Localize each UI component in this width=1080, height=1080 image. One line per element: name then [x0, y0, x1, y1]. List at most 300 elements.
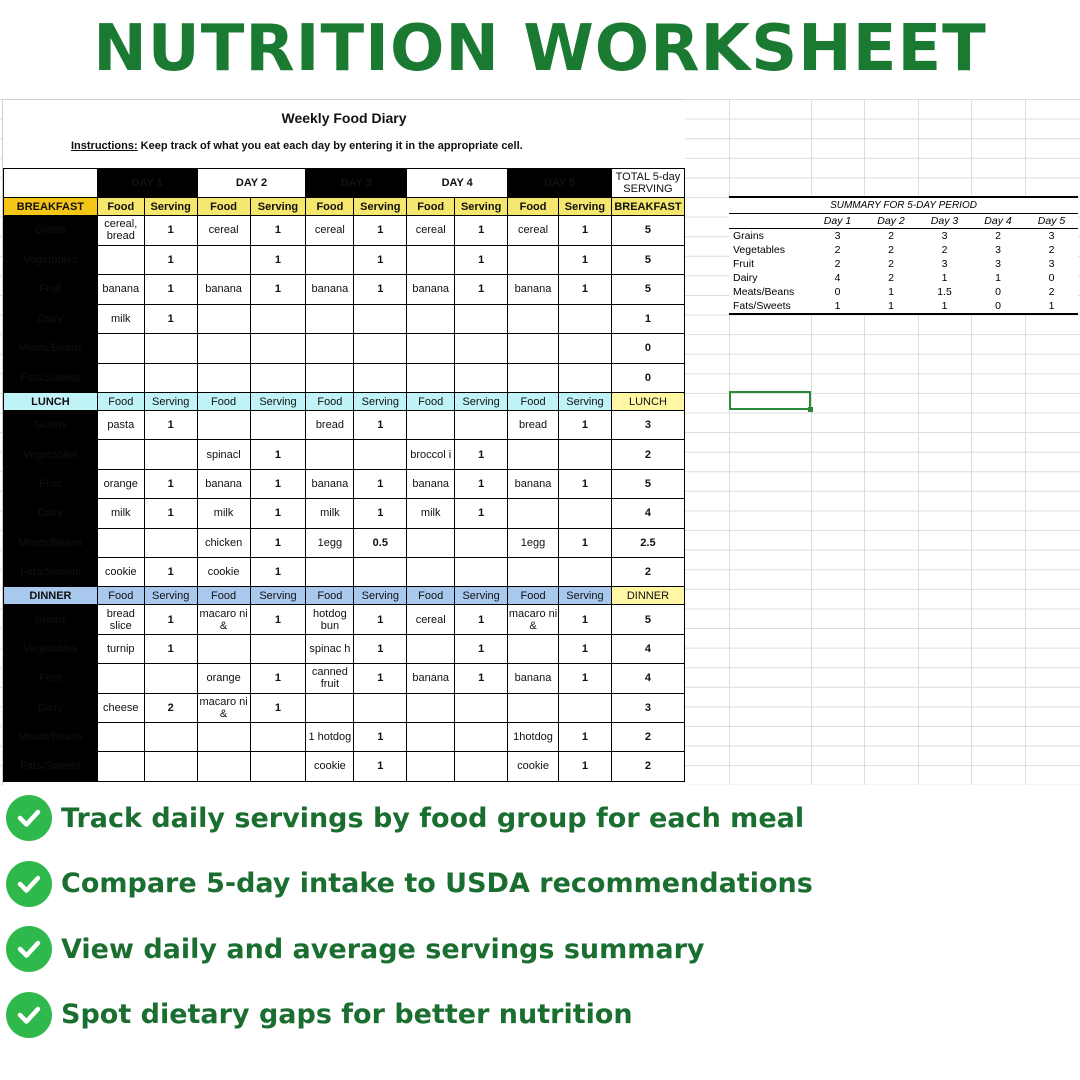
serving-cell[interactable]: 1 [559, 216, 612, 246]
food-cell[interactable] [197, 634, 250, 663]
serving-cell[interactable]: 1 [250, 499, 306, 528]
food-col-header: Food [197, 393, 250, 411]
food-diary [2, 99, 685, 785]
food-cell[interactable] [97, 752, 144, 781]
food-col-header: Food [508, 393, 559, 411]
serving-cell[interactable]: 1 [144, 245, 197, 275]
feature-text: Spot dietary gaps for better nutrition [61, 999, 633, 1030]
food-cell[interactable]: cereal [508, 216, 559, 246]
serving-col-header: Serving [455, 393, 508, 411]
food-cell[interactable]: 1egg [306, 528, 354, 557]
summary-value: 0 [834, 286, 841, 298]
category-label: Grains [4, 411, 98, 440]
summary-value: 0 [971, 299, 1025, 314]
section-total-label: LUNCH [611, 393, 684, 411]
feature-text: Compare 5-day intake to USDA recommendations [61, 868, 813, 899]
diary-grid [3, 168, 685, 782]
food-col-header: Food [407, 393, 455, 411]
feature-text: Track daily servings by food group for each meal [61, 802, 805, 834]
section-total-label: DINNER [611, 587, 684, 605]
corner-cell [4, 169, 98, 198]
food-cell[interactable] [306, 693, 354, 722]
summary-value: 4 [834, 272, 841, 284]
serving-cell[interactable]: 1 [144, 411, 197, 440]
serving-col-header: Serving [250, 393, 306, 411]
food-cell[interactable] [97, 334, 144, 364]
serving-cell[interactable] [455, 693, 508, 722]
food-cell[interactable]: milk [407, 499, 455, 528]
food-cell[interactable]: macaro ni & [197, 605, 250, 634]
total-cell: 2 [611, 440, 684, 469]
food-cell[interactable]: bread [508, 411, 559, 440]
food-cell[interactable]: broccol i [407, 440, 455, 469]
serving-cell[interactable] [144, 722, 197, 751]
serving-cell[interactable] [144, 664, 197, 693]
serving-cell[interactable] [559, 304, 612, 334]
serving-cell[interactable] [144, 440, 197, 469]
serving-cell[interactable] [559, 693, 612, 722]
serving-cell[interactable]: 1 [455, 469, 508, 498]
feature-item [6, 861, 813, 907]
food-cell[interactable] [97, 664, 144, 693]
food-cell[interactable]: banana [508, 469, 559, 498]
total-cell: 2 [611, 722, 684, 751]
serving-cell[interactable]: 1 [354, 605, 407, 634]
serving-cell[interactable]: 1 [455, 216, 508, 246]
food-col-header: Food [508, 198, 559, 216]
food-cell[interactable] [197, 752, 250, 781]
serving-cell[interactable] [354, 363, 407, 393]
food-cell[interactable] [508, 693, 559, 722]
category-label: Meats/Beans [4, 334, 98, 364]
food-cell[interactable] [407, 722, 455, 751]
summary-table [729, 214, 1078, 315]
food-cell[interactable]: banana [407, 275, 455, 305]
summary-value: 2 [1048, 286, 1055, 298]
food-cell[interactable] [508, 363, 559, 393]
summary-value: 1 [995, 272, 1001, 284]
food-cell[interactable] [306, 363, 354, 393]
food-col-header: Food [407, 587, 455, 605]
category-label: Fruit [4, 664, 98, 693]
section-label: LUNCH [4, 393, 98, 411]
check-icon [6, 926, 52, 972]
day-header: DAY 3 [306, 169, 407, 198]
food-cell[interactable]: macaro ni & [508, 605, 559, 634]
serving-cell[interactable]: 1 [354, 275, 407, 305]
food-cell[interactable]: cereal [197, 216, 250, 246]
summary-value: 2 [888, 230, 894, 242]
serving-cell[interactable]: 0.5 [354, 528, 407, 557]
food-cell[interactable]: banana [407, 469, 455, 498]
summary-value: 3 [941, 258, 948, 270]
food-cell[interactable]: cereal, bread [97, 216, 144, 246]
category-label: Fats/Sweets [4, 752, 98, 781]
serving-cell[interactable]: 1 [354, 216, 407, 246]
serving-cell[interactable] [559, 363, 612, 393]
food-cell[interactable]: canned fruit [306, 664, 354, 693]
instructions-text: Keep track of what you eat each day by entering it in the appropriate cell. [137, 140, 523, 152]
summary-value: 1 [864, 299, 918, 314]
food-cell[interactable] [508, 304, 559, 334]
food-cell[interactable] [508, 334, 559, 364]
selected-cell[interactable] [729, 391, 811, 410]
food-cell[interactable]: banana [508, 275, 559, 305]
food-cell[interactable]: cereal [407, 216, 455, 246]
food-cell[interactable]: bread [306, 411, 354, 440]
serving-cell[interactable]: 1 [559, 245, 612, 275]
summary-value: 1 [918, 299, 971, 314]
category-label: Dairy [4, 304, 98, 334]
summary-header [729, 214, 811, 229]
diary-title: Weekly Food Diary [281, 110, 407, 126]
category-label: Grains [4, 605, 98, 634]
serving-cell[interactable] [250, 411, 306, 440]
serving-cell[interactable]: 1 [559, 664, 612, 693]
food-cell[interactable] [407, 528, 455, 557]
food-cell[interactable] [97, 440, 144, 469]
category-label: Vegetables [4, 440, 98, 469]
serving-cell[interactable]: 1 [559, 469, 612, 498]
summary-value: 1 [1025, 299, 1078, 314]
food-cell[interactable] [197, 334, 250, 364]
serving-cell[interactable] [354, 557, 407, 586]
food-cell[interactable]: bread slice [97, 605, 144, 634]
serving-cell[interactable] [455, 334, 508, 364]
food-cell[interactable]: banana [306, 275, 354, 305]
serving-cell[interactable]: 1 [354, 469, 407, 498]
food-cell[interactable] [407, 245, 455, 275]
serving-cell[interactable]: 1 [354, 722, 407, 751]
serving-cell[interactable]: 1 [455, 245, 508, 275]
total-cell: 5 [611, 605, 684, 634]
serving-col-header: Serving [455, 587, 508, 605]
food-cell[interactable]: 1egg [508, 528, 559, 557]
serving-cell[interactable] [354, 440, 407, 469]
food-cell[interactable]: banana [97, 275, 144, 305]
serving-cell[interactable]: 1 [144, 605, 197, 634]
serving-cell[interactable]: 1 [250, 216, 306, 246]
food-col-header: Food [97, 393, 144, 411]
serving-col-header: Serving [250, 198, 306, 216]
serving-col-header: Serving [144, 393, 197, 411]
check-icon [6, 992, 52, 1038]
food-cell[interactable]: cereal [306, 216, 354, 246]
food-cell[interactable]: chicken [197, 528, 250, 557]
food-cell[interactable] [407, 752, 455, 781]
food-col-header: Food [306, 198, 354, 216]
food-cell[interactable]: cookie [97, 557, 144, 586]
serving-cell[interactable]: 1 [144, 557, 197, 586]
serving-cell[interactable]: 1 [250, 245, 306, 275]
food-cell[interactable] [407, 411, 455, 440]
serving-cell[interactable] [250, 334, 306, 364]
food-cell[interactable]: hotdog bun [306, 605, 354, 634]
food-cell[interactable] [306, 440, 354, 469]
food-cell[interactable] [306, 557, 354, 586]
food-cell[interactable] [97, 363, 144, 393]
food-cell[interactable]: 1hotdog [508, 722, 559, 751]
summary-value: 2 [995, 230, 1001, 242]
food-cell[interactable] [407, 334, 455, 364]
total-cell: 5 [611, 275, 684, 305]
summary-row-label: Meats/Beans [733, 286, 795, 298]
food-cell[interactable] [197, 245, 250, 275]
serving-cell[interactable]: 1 [455, 664, 508, 693]
serving-col-header: Serving [354, 587, 407, 605]
serving-cell[interactable]: 1 [559, 722, 612, 751]
serving-col-header: Serving [559, 198, 612, 216]
category-label: Grains [4, 216, 98, 246]
category-label: Fruit [4, 469, 98, 498]
check-icon [6, 861, 52, 907]
food-cell[interactable]: orange [97, 469, 144, 498]
serving-cell[interactable] [559, 499, 612, 528]
food-col-header: Food [407, 198, 455, 216]
serving-cell[interactable] [559, 440, 612, 469]
serving-cell[interactable] [250, 722, 306, 751]
food-cell[interactable]: spinacl [197, 440, 250, 469]
food-cell[interactable] [407, 634, 455, 663]
serving-cell[interactable] [455, 411, 508, 440]
serving-cell[interactable] [455, 722, 508, 751]
serving-cell[interactable]: 1 [250, 557, 306, 586]
food-cell[interactable] [306, 334, 354, 364]
food-col-header: Food [197, 198, 250, 216]
serving-cell[interactable] [455, 557, 508, 586]
food-cell[interactable] [197, 722, 250, 751]
section-label: BREAKFAST [4, 198, 98, 216]
serving-cell[interactable]: 1 [354, 499, 407, 528]
food-cell[interactable] [97, 245, 144, 275]
serving-cell[interactable]: 1 [354, 634, 407, 663]
food-cell[interactable] [407, 693, 455, 722]
food-col-header: Food [306, 393, 354, 411]
food-cell[interactable]: milk [197, 499, 250, 528]
serving-cell[interactable]: 1 [455, 634, 508, 663]
food-cell[interactable]: banana [306, 469, 354, 498]
serving-cell[interactable]: 1 [250, 664, 306, 693]
serving-col-header: Serving [354, 393, 407, 411]
serving-cell[interactable]: 1 [354, 752, 407, 781]
food-cell[interactable]: banana [407, 664, 455, 693]
section-label: DINNER [4, 587, 98, 605]
serving-cell[interactable] [455, 363, 508, 393]
serving-cell[interactable]: 1 [250, 275, 306, 305]
serving-cell[interactable] [144, 528, 197, 557]
summary-value: 0 [1048, 272, 1055, 284]
serving-col-header: Serving [559, 393, 612, 411]
serving-cell[interactable] [250, 634, 306, 663]
serving-cell[interactable] [455, 304, 508, 334]
serving-cell[interactable]: 1 [455, 499, 508, 528]
serving-cell[interactable] [455, 528, 508, 557]
total-cell: 1 [611, 304, 684, 334]
serving-cell[interactable] [144, 752, 197, 781]
summary-row-label: Vegetables [733, 244, 785, 256]
serving-cell[interactable] [354, 334, 407, 364]
serving-cell[interactable] [250, 304, 306, 334]
food-cell[interactable]: macaro ni & [197, 693, 250, 722]
feature-item [6, 926, 813, 972]
summary-value: 2 [834, 258, 841, 270]
category-label: Vegetables [4, 634, 98, 663]
page-title: NUTRITION WORKSHEET [93, 12, 987, 86]
food-cell[interactable]: cookie [197, 557, 250, 586]
total-cell: 3 [611, 411, 684, 440]
food-cell[interactable]: cereal [407, 605, 455, 634]
food-col-header: Food [508, 587, 559, 605]
serving-cell[interactable]: 1 [354, 245, 407, 275]
serving-cell[interactable]: 1 [250, 693, 306, 722]
food-cell[interactable]: turnip [97, 634, 144, 663]
serving-cell[interactable]: 1 [354, 664, 407, 693]
check-icon [6, 795, 52, 841]
serving-cell[interactable] [559, 334, 612, 364]
feature-text: View daily and average servings summary [61, 933, 705, 965]
food-cell[interactable]: banana [197, 469, 250, 498]
total-cell: 4 [611, 634, 684, 663]
food-cell[interactable]: cheese [97, 693, 144, 722]
serving-cell[interactable] [250, 752, 306, 781]
serving-cell[interactable]: 1 [559, 605, 612, 634]
food-col-header: Food [97, 198, 144, 216]
day-header: DAY 4 [407, 169, 508, 198]
food-cell[interactable]: milk [306, 499, 354, 528]
summary-value: 1 [941, 272, 948, 284]
serving-cell[interactable]: 1 [144, 275, 197, 305]
food-cell[interactable]: pasta [97, 411, 144, 440]
serving-col-header: Serving [250, 587, 306, 605]
serving-cell[interactable]: 1 [455, 605, 508, 634]
food-cell[interactable] [407, 557, 455, 586]
summary-row-label: Fruit [733, 258, 754, 270]
food-cell[interactable] [407, 363, 455, 393]
summary-header: Day 3 [918, 214, 971, 229]
spreadsheet-area [0, 99, 1080, 785]
serving-cell[interactable]: 1 [144, 499, 197, 528]
summary-value: 2 [888, 258, 894, 270]
total-cell: 5 [611, 245, 684, 275]
category-label: Fats/Sweets [4, 363, 98, 393]
summary-panel [729, 196, 1078, 315]
food-cell[interactable] [508, 499, 559, 528]
food-cell[interactable]: orange [197, 664, 250, 693]
serving-cell[interactable]: 1 [559, 411, 612, 440]
serving-cell[interactable]: 1 [144, 304, 197, 334]
summary-header: Day 4 [971, 214, 1025, 229]
category-label: Fruit [4, 275, 98, 305]
food-col-header: Food [197, 587, 250, 605]
food-cell[interactable] [197, 304, 250, 334]
serving-cell[interactable]: 1 [354, 411, 407, 440]
summary-value: 3 [995, 244, 1001, 256]
food-cell[interactable]: spinac h [306, 634, 354, 663]
summary-value: 1 [888, 286, 894, 298]
serving-cell[interactable] [455, 752, 508, 781]
food-col-header: Food [97, 587, 144, 605]
food-cell[interactable]: banana [508, 664, 559, 693]
summary-value: 2 [888, 244, 894, 256]
food-cell[interactable]: 1 hotdog [306, 722, 354, 751]
serving-cell[interactable]: 1 [250, 528, 306, 557]
serving-cell[interactable]: 1 [144, 469, 197, 498]
serving-cell[interactable] [144, 363, 197, 393]
serving-cell[interactable]: 1 [250, 605, 306, 634]
serving-cell[interactable]: 1 [250, 440, 306, 469]
food-cell[interactable] [306, 304, 354, 334]
serving-col-header: Serving [354, 198, 407, 216]
category-label: Meats/Beans [4, 722, 98, 751]
instructions [71, 140, 523, 152]
total-cell: 4 [611, 499, 684, 528]
food-cell[interactable] [197, 363, 250, 393]
serving-cell[interactable]: 1 [559, 275, 612, 305]
day-header: DAY 2 [197, 169, 306, 198]
serving-col-header: Serving [455, 198, 508, 216]
food-cell[interactable] [97, 722, 144, 751]
food-cell[interactable] [508, 557, 559, 586]
food-cell[interactable] [407, 304, 455, 334]
total-header: TOTAL 5-day SERVING [611, 169, 684, 198]
serving-cell[interactable]: 1 [559, 528, 612, 557]
food-cell[interactable]: milk [97, 304, 144, 334]
summary-header: Day 1 [811, 214, 864, 229]
serving-cell[interactable] [354, 304, 407, 334]
food-cell[interactable] [306, 245, 354, 275]
serving-cell[interactable]: 1 [455, 275, 508, 305]
total-cell: 2 [611, 752, 684, 781]
food-cell[interactable]: milk [97, 499, 144, 528]
serving-cell[interactable] [559, 557, 612, 586]
summary-row-label: Grains [733, 230, 764, 242]
food-cell[interactable] [97, 528, 144, 557]
feature-list [6, 795, 813, 1057]
serving-cell[interactable]: 1 [144, 634, 197, 663]
summary-value: 0 [995, 286, 1001, 298]
category-label: Meats/Beans [4, 528, 98, 557]
food-cell[interactable]: banana [197, 275, 250, 305]
food-cell[interactable] [508, 440, 559, 469]
serving-cell[interactable] [250, 363, 306, 393]
summary-title: SUMMARY FOR 5-DAY PERIOD [729, 196, 1078, 214]
total-cell: 2 [611, 557, 684, 586]
food-cell[interactable]: cookie [508, 752, 559, 781]
category-label: Vegetables [4, 245, 98, 275]
summary-header: Day 5 [1025, 214, 1078, 229]
total-cell: 5 [611, 469, 684, 498]
serving-col-header: Serving [144, 198, 197, 216]
serving-cell[interactable]: 1 [250, 469, 306, 498]
serving-cell[interactable] [354, 693, 407, 722]
summary-value: 3 [941, 230, 948, 242]
serving-cell[interactable]: 2 [144, 693, 197, 722]
summary-value: 3 [995, 258, 1001, 270]
serving-cell[interactable] [144, 334, 197, 364]
serving-cell[interactable]: 1 [559, 634, 612, 663]
serving-col-header: Serving [144, 587, 197, 605]
summary-header: Day 2 [864, 214, 918, 229]
summary-value: 2 [888, 272, 894, 284]
food-cell[interactable] [508, 634, 559, 663]
category-label: Fats/Sweets [4, 557, 98, 586]
food-cell[interactable] [508, 245, 559, 275]
serving-cell[interactable]: 1 [455, 440, 508, 469]
food-cell[interactable] [197, 411, 250, 440]
serving-cell[interactable]: 1 [144, 216, 197, 246]
food-cell[interactable]: cookie [306, 752, 354, 781]
serving-cell[interactable]: 1 [559, 752, 612, 781]
